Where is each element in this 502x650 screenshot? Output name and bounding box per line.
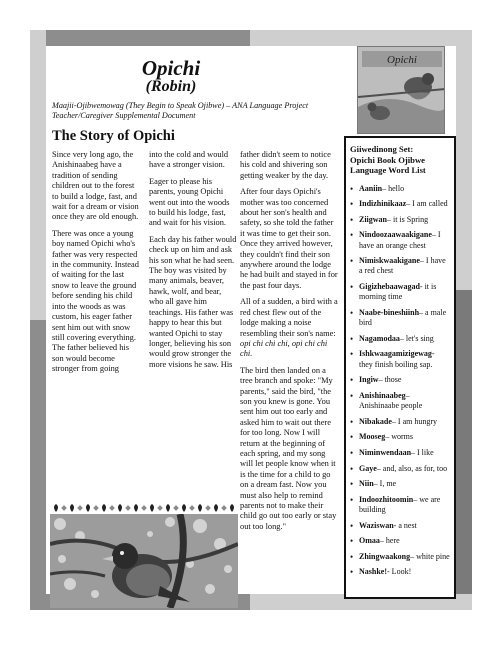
ojibwe-term: Indizhinikaaz — [359, 199, 407, 209]
word-list-item — [350, 230, 450, 251]
english-definition: – a male bird — [359, 307, 447, 328]
story-column-2 — [149, 150, 237, 376]
story-heading: The Story of Opichi — [52, 128, 175, 144]
ojibwe-term: Mooseg — [359, 432, 386, 442]
word-list-item — [350, 215, 450, 225]
ojibwe-term: Naabe-bineshiinh — [359, 307, 420, 317]
document-meta — [52, 101, 347, 121]
frame-top-left — [30, 30, 250, 46]
english-definition: – I like — [411, 448, 434, 457]
word-list-item — [350, 282, 450, 303]
word-list-item — [350, 256, 450, 277]
word-list — [350, 184, 450, 578]
english-definition: – I, me — [373, 479, 397, 489]
word-list-item — [350, 199, 450, 209]
word-list-item — [350, 479, 450, 489]
word-list-heading-line-1: Giiwedinong Set: — [350, 144, 414, 154]
frame-right-upper — [456, 30, 472, 290]
story-paragraph: There was once a young boy named Opichi who's father was very respected in the community. Instead of waiting for the last snow to leave the ground before sending his child into the woods as was custom, his eager father sent him out with snow still covering everything. The father believed his son would become stronger from going — [52, 228, 139, 374]
story-paragraph: into the cold and would have a stronger vision. — [149, 150, 229, 170]
ojibwe-term: Nindoozaawaakigane — [359, 230, 432, 240]
word-list-item — [350, 184, 450, 194]
english-definition: – I am hungry — [391, 416, 438, 426]
english-definition: – I have an orange chest — [359, 230, 441, 250]
book-cover-image — [357, 46, 445, 134]
frame-left-upper — [30, 30, 46, 320]
ojibwe-term: Ingiw — [359, 375, 379, 385]
story-column-3 — [240, 150, 338, 538]
ojibwe-term: Waziswan — [359, 520, 394, 530]
ojibwe-term: Ziigwan — [359, 214, 388, 224]
word-list-item — [350, 391, 450, 412]
page-subtitle: (Robin) — [145, 78, 197, 95]
english-definition: – white pine — [410, 551, 450, 561]
ojibwe-term: Gaye — [359, 463, 377, 473]
english-definition: – we are building — [359, 494, 441, 515]
word-list-item — [350, 349, 450, 370]
ojibwe-term: Aaniin — [359, 183, 383, 193]
meta-line-2: Teacher/Caregiver Supplemental Document — [52, 111, 196, 120]
frame-left-lower — [30, 320, 46, 610]
ojibwe-term: Niin — [359, 479, 374, 489]
bird-song-text: opi chi chi chi, opi chi chi chi. — [240, 338, 328, 359]
story-column-1 — [52, 150, 140, 381]
word-list-item — [350, 552, 450, 562]
ojibwe-term: Zhingwaakong — [359, 551, 411, 561]
word-list-item — [350, 495, 450, 516]
word-list-box — [344, 136, 456, 599]
story-paragraph: The bird then landed on a tree branch and spoke: "My parents," said the bird, "the son you knew is gone. You sent him out too early and asked him to wait out there for too long. Now I will return at the beginning of each spring, and my song will let people know when it is the time for a child to go on a dream fast. Now you must also help to remind parents not to make their child go out too early or stay out too long." — [240, 365, 337, 531]
ojibwe-term: Indoozhitoomin — [359, 494, 414, 504]
word-list-item — [350, 432, 450, 442]
meta-line-1: Maajii-Ojibwemowag (They Begin to Speak Ojibwe) – ANA Language Project — [52, 101, 309, 110]
word-list-heading — [350, 144, 450, 176]
ojibwe-term: Gigizhebaawagad — [359, 282, 420, 292]
story-text: All of a sudden, a bird with a red chest flew out of the lodge making a noise resembling their son's name: — [240, 297, 338, 338]
robin-photo-illustration — [50, 514, 238, 608]
english-definition: – hello — [382, 183, 405, 193]
word-list-item — [350, 375, 450, 385]
english-definition: - it is morning time — [359, 282, 437, 302]
story-paragraph: Each day his father would check up on him and ask his son what he had seen. The boy was visited by many animals, beaver, hawk, wolf, and bear, who all gave him teachings. His father was happy to hear this but wanted Opichi to stay longer, believing his son would grow stronger the more visions he saw. His — [149, 234, 237, 369]
ornament-divider — [52, 503, 245, 513]
english-definition: – and, also, as for, too — [376, 463, 448, 473]
word-list-item — [350, 567, 450, 577]
ojibwe-term: Ishkwaagamizigewag — [359, 349, 432, 359]
word-list-item — [350, 334, 450, 344]
word-list-item — [350, 536, 450, 546]
ojibwe-term: Nimiskwaakigane — [359, 256, 420, 266]
story-paragraph: Since very long ago, the Anishinaabeg have a tradition of sending children out to the forest to build a lodge, fast, and wait for a dream or vision once they are old enough. — [52, 150, 139, 222]
english-definition: – I have a red chest — [359, 256, 446, 276]
word-list-item — [350, 448, 450, 458]
english-definition: – it is Spring — [387, 214, 429, 224]
ojibwe-term: Omaa — [359, 536, 380, 546]
cover-title: Opichi — [387, 54, 417, 66]
ojibwe-term: Niminwendaan — [359, 448, 412, 457]
ojibwe-term: Nashke! — [359, 567, 388, 577]
english-definition: - a nest — [393, 520, 417, 530]
frame-top-right — [250, 30, 472, 46]
robin-photo — [50, 514, 238, 608]
story-paragraph: After four days Opichi's mother was too concerned about her son's health and safety, so she told the father it was time to get their son. Once they arrived however, they couldn't find their son anywhere around the lodge he had built and stayed in for the past four days. — [240, 187, 338, 290]
book-cover-illustration — [358, 47, 445, 134]
story-paragraph — [240, 297, 338, 359]
english-definition: – I am called — [406, 199, 448, 209]
story-paragraph: father didn't seem to notice his cold and shivering son getting weaker by the day. — [240, 150, 331, 180]
word-list-item — [350, 464, 450, 474]
ojibwe-term: Anishinaabeg — [359, 390, 406, 400]
english-definition: - they finish boiling sap. — [359, 349, 435, 369]
word-list-heading-line-2: Opichi Book Ojibwe Language Word List — [350, 154, 426, 175]
english-definition: - Look! — [387, 567, 412, 577]
english-definition: – Anishinaabe people — [359, 390, 423, 411]
frame-right-lower — [456, 290, 472, 610]
english-definition: – let's sing — [399, 333, 434, 343]
english-definition: – worms — [385, 432, 413, 442]
ojibwe-term: Nibakade — [359, 416, 392, 426]
english-definition: – those — [378, 375, 402, 385]
story-paragraph: Eager to please his parents, young Opichi went out into the woods to build his lodge, fast, and wait for his vision. — [149, 176, 230, 228]
english-definition: – here — [379, 536, 400, 546]
word-list-item — [350, 417, 450, 427]
word-list-item — [350, 308, 450, 329]
page-title: Opichi — [141, 56, 201, 80]
word-list-item — [350, 521, 450, 531]
ojibwe-term: Nagamodaa — [359, 333, 400, 343]
